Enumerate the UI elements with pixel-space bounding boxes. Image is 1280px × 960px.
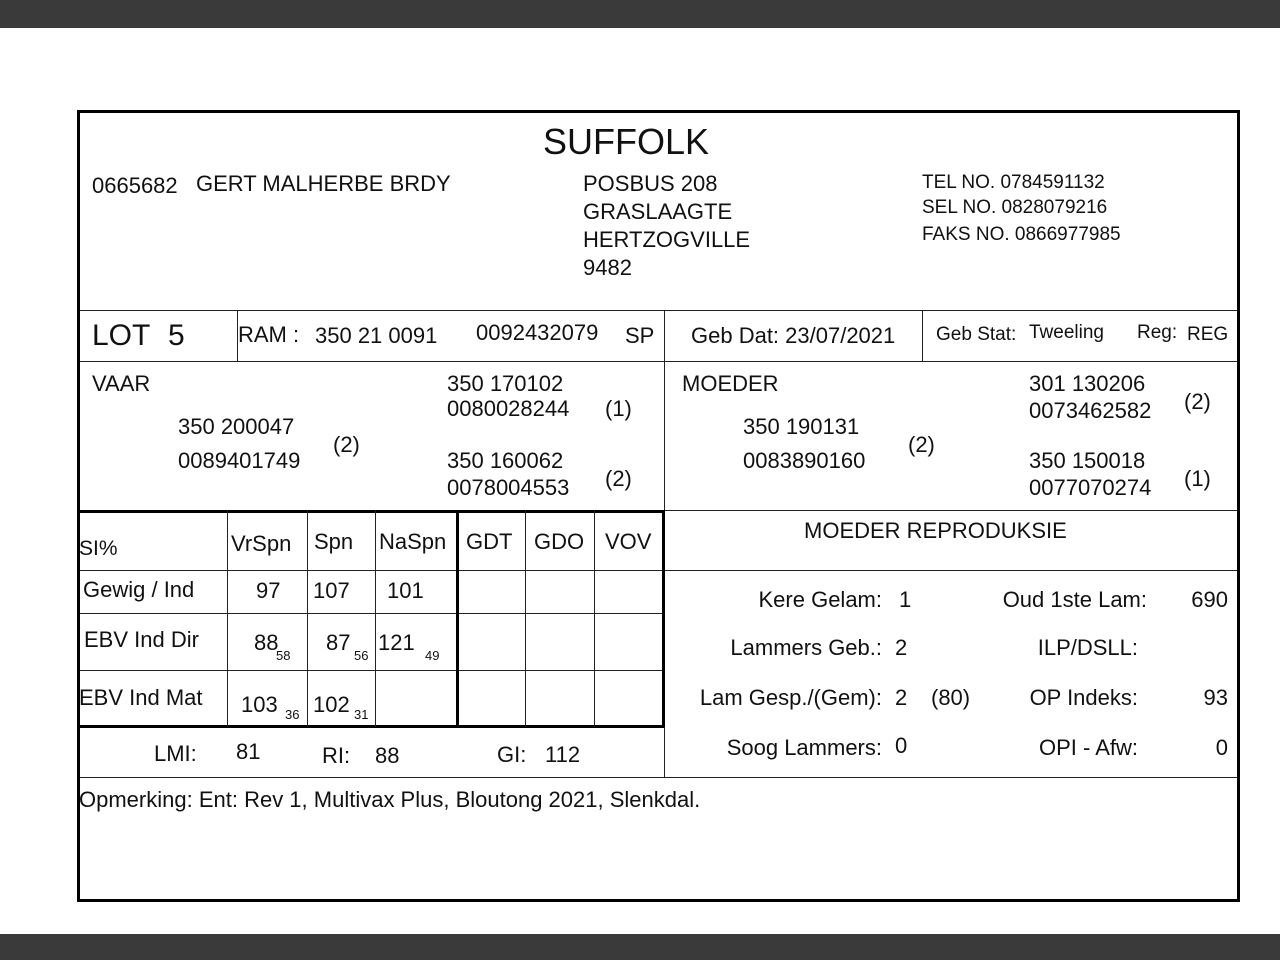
frame-bottom xyxy=(77,899,1240,902)
si-header-vov: VOV xyxy=(605,529,652,554)
si-header-gdo: GDO xyxy=(534,529,585,554)
lammers-geb-label: Lammers Geb.: xyxy=(730,635,882,660)
breed-title: SUFFOLK xyxy=(543,121,710,162)
sire-label: VAAR xyxy=(92,371,151,396)
lot-number: 5 xyxy=(168,319,185,352)
breeder-sel: SEL NO. 0828079216 xyxy=(922,197,1108,218)
si-row2-spn: 87 xyxy=(326,630,351,655)
breeder-tel: TEL NO. 0784591132 xyxy=(922,172,1105,193)
dam-id: 350 190131 xyxy=(743,414,860,439)
soog-lammers-value: 0 xyxy=(895,733,908,758)
opi-afw-label: OPI - Afw: xyxy=(1038,735,1138,760)
reproduction-title: MOEDER REPRODUKSIE xyxy=(804,518,1067,543)
sire-dam-reg: 0078004553 xyxy=(447,475,570,500)
dam-sire-reg: 0073462582 xyxy=(1029,398,1152,423)
si-col-2 xyxy=(307,510,308,727)
birth-date: Geb Dat: 23/07/2021 xyxy=(691,323,896,348)
gi-label: GI: xyxy=(497,742,527,767)
ri-value: 88 xyxy=(375,743,400,768)
oud-1ste-lam-value: 690 xyxy=(1191,587,1228,612)
si-header-spn: Spn xyxy=(314,529,354,554)
reg-value: REG xyxy=(1187,324,1229,345)
si-row1-vrspn: 97 xyxy=(256,578,281,603)
remark: Opmerking: Ent: Rev 1, Multivax Plus, Bloutong 2021, Slenkdal. xyxy=(79,787,701,812)
gi-value: 112 xyxy=(545,742,581,767)
lmi-label: LMI: xyxy=(154,741,197,766)
breeder-address-line-1: POSBUS 208 xyxy=(583,171,718,196)
si-table-row1-bottom xyxy=(80,613,664,614)
birth-status: Tweeling xyxy=(1029,322,1104,343)
si-row2-naspn: 121 xyxy=(378,630,415,655)
breeder-address-line-3: HERTZOGVILLE xyxy=(583,227,751,252)
lot-label: LOT xyxy=(92,319,151,352)
reg-label: Reg: xyxy=(1137,322,1178,343)
breeder-name: GERT MALHERBE BRDY xyxy=(196,171,451,196)
op-indeks-value: 93 xyxy=(1203,685,1228,710)
kere-gelam-label: Kere Gelam: xyxy=(758,587,882,612)
dam-dam-id: 350 150018 xyxy=(1029,448,1146,473)
lam-gesp-average: (80) xyxy=(931,685,971,710)
si-row3-spn: 102 xyxy=(313,692,350,717)
si-col-4 xyxy=(456,510,459,727)
si-header-si: SI% xyxy=(79,537,118,560)
sire-sire-reg: 0080028244 xyxy=(447,396,570,421)
dam-dam-grade: (1) xyxy=(1184,466,1211,491)
sire-sire-id: 350 170102 xyxy=(447,371,564,396)
op-indeks-label: OP Indeks: xyxy=(1029,685,1138,710)
si-col-1 xyxy=(227,510,228,727)
si-header-naspn: NaSpn xyxy=(379,529,447,554)
ram-type: SP xyxy=(625,323,655,348)
dam-dam-reg: 0077070274 xyxy=(1029,475,1152,500)
si-col-5 xyxy=(525,510,526,727)
breeder-address-line-2: GRASLAAGTE xyxy=(583,199,733,224)
lammers-geb-value: 2 xyxy=(895,635,908,660)
si-table-header-bottom xyxy=(80,570,664,571)
si-row3-spn-acc: 31 xyxy=(354,707,369,722)
bottom-bar xyxy=(0,934,1280,960)
opi-afw-value: 0 xyxy=(1215,735,1228,760)
si-row3-vrspn-acc: 36 xyxy=(285,707,300,722)
si-header-vrspn: VrSpn xyxy=(231,531,292,556)
sire-sire-grade: (1) xyxy=(605,396,632,421)
si-table-top xyxy=(80,510,664,513)
lam-gesp-label: Lam Gesp./(Gem): xyxy=(699,685,882,710)
oud-1ste-lam-label: Oud 1ste Lam: xyxy=(1002,587,1147,612)
sire-id: 350 200047 xyxy=(178,414,295,439)
sire-reg: 0089401749 xyxy=(178,448,301,473)
top-bar xyxy=(0,0,1280,28)
si-row2-vrspn: 88 xyxy=(254,630,279,655)
divider-lot-top xyxy=(80,310,1237,311)
sire-grade: (2) xyxy=(333,432,360,457)
dam-sire-id: 301 130206 xyxy=(1029,371,1146,396)
si-row-label: Gewig / Ind xyxy=(83,577,195,602)
si-row-label: EBV Ind Mat xyxy=(79,685,203,710)
frame-top xyxy=(77,110,1240,113)
sire-dam-id: 350 160062 xyxy=(447,448,564,473)
si-row1-naspn: 101 xyxy=(387,578,424,603)
sire-dam-grade: (2) xyxy=(605,466,632,491)
si-header-gdt: GDT xyxy=(466,529,513,554)
si-col-3 xyxy=(375,510,376,727)
lmi-value: 81 xyxy=(236,739,261,764)
ram-label: RAM : xyxy=(238,322,300,347)
ram-id: 350 21 0091 xyxy=(315,323,438,348)
frame-left xyxy=(77,110,80,902)
si-row1-spn: 107 xyxy=(313,578,350,603)
si-table-bottom xyxy=(80,725,664,728)
si-col-7 xyxy=(662,510,665,727)
si-row2-vrspn-acc: 58 xyxy=(276,648,291,663)
si-row2-spn-acc: 56 xyxy=(354,648,369,663)
repro-header-bottom xyxy=(664,570,1237,571)
repro-top xyxy=(664,510,1237,511)
divider-lot-bottom xyxy=(80,361,1237,362)
si-table-row2-bottom xyxy=(80,670,664,671)
si-row2-naspn-acc: 49 xyxy=(425,648,440,663)
breeder-address-line-4: 9482 xyxy=(583,255,632,280)
dam-sire-grade: (2) xyxy=(1184,389,1211,414)
si-row3-vrspn: 103 xyxy=(241,692,278,717)
breeder-number: 0665682 xyxy=(92,173,178,198)
frame-right xyxy=(1237,110,1240,902)
ram-reg: 0092432079 xyxy=(476,320,599,345)
kere-gelam-value: 1 xyxy=(899,587,912,612)
dam-grade: (2) xyxy=(908,432,935,457)
si-row-label: EBV Ind Dir xyxy=(84,627,199,652)
divider-indices-bottom xyxy=(80,777,1237,778)
birth-status-label: Geb Stat: xyxy=(936,324,1017,345)
divider-date-status xyxy=(922,310,923,361)
soog-lammers-label: Soog Lammers: xyxy=(726,735,882,760)
dam-reg: 0083890160 xyxy=(743,448,866,473)
si-col-6 xyxy=(594,510,595,727)
dam-label: MOEDER xyxy=(682,371,779,396)
ilp-dsll-label: ILP/DSLL: xyxy=(1037,635,1138,660)
breeder-faks: FAKS NO. 0866977985 xyxy=(922,224,1121,245)
ri-label: RI: xyxy=(322,743,351,768)
lam-gesp-value: 2 xyxy=(895,685,908,710)
